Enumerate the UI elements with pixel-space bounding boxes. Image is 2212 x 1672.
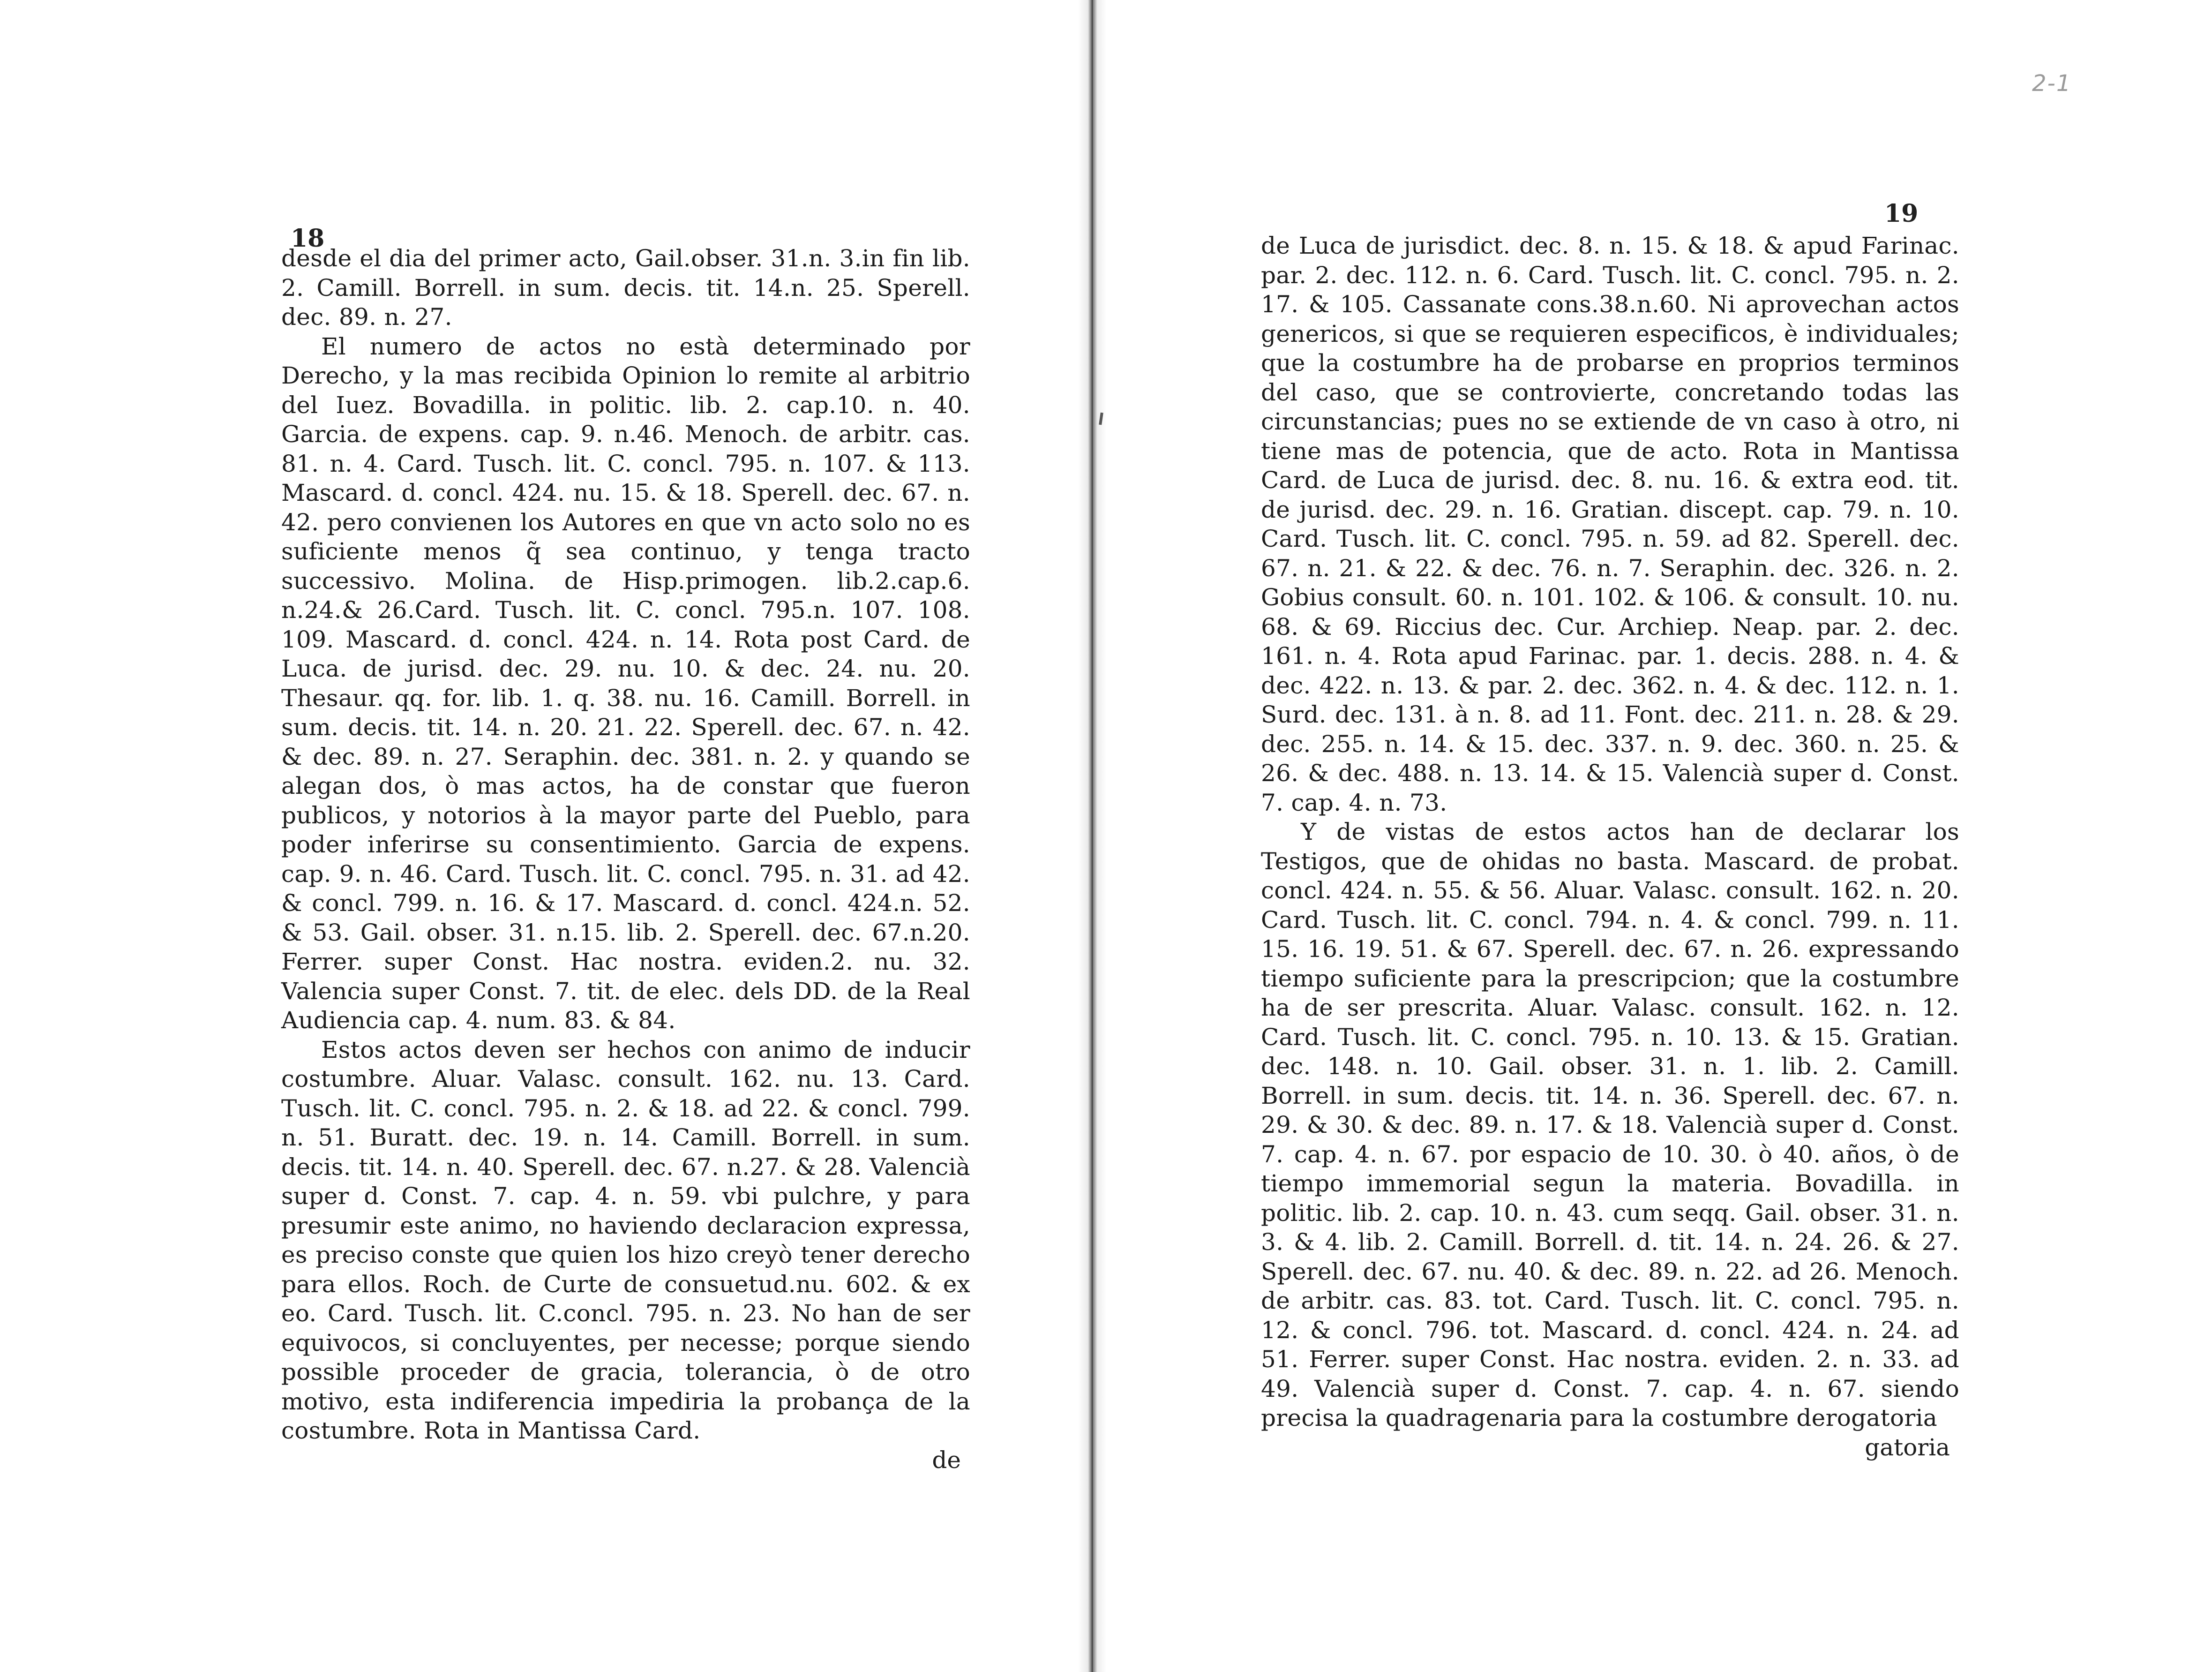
left-paragraph-1: desde el dia del primer acto, Gail.obser. 31.n. 3.in fin lib. 2. Camill. Borrell. in sum. decis. tit. 14.n. 25. Sperell. dec. 89. n. 27. bbox=[281, 245, 970, 331]
right-page-text bbox=[1261, 199, 1959, 1433]
right-paragraph-1: de Luca de jurisdict. dec. 8. n. 15. & 18. & apud Farinac. par. 2. dec. 112. n. 6. Card. Tusch. lit. C. concl. 795. n. 2. 17. & 105. Cassanate cons.38.n.60. Ni aprovechan actos genericos, si que se requieren especificos, è individuales; que la costumbre ha de probarse en proprios terminos del caso, que se controvierte, concretando todas las circunstancias; pues no se extiende de vn caso à otro, ni tiene mas de potencia, que de acto. Rota in Mantissa Card. de Luca de jurisd. dec. 8. nu. 16. & extra eod. tit. de jurisd. dec. 29. n. 16. Gratian. discept. cap. 79. n. 10. Card. Tusch. lit. C. concl. 795. n. 59. ad 82. Sperell. dec. 67. n. 21. & 22. & dec. 76. n. 7. Seraphin. dec. 326. n. 2. Gobius consult. 60. n. 101. 102. & 106. & consult. 10. nu. 68. & 69. Riccius dec. Cur. Archiep. Neap. par. 2. dec. 161. n. 4. Rota apud Farinac. par. 1. decis. 288. n. 4. & dec. 422. n. 13. & par. 2. dec. 362. n. 4. & dec. 112. n. 1. Surd. dec. 131. à n. 8. ad 11. Font. dec. 211. n. 28. & 29. dec. 255. n. 14. & 15. dec. 337. n. 9. dec. 360. n. 25. & 26. & dec. 488. n. 13. 14. & 15. Valencià super d. Const. 7. cap. 4. n. 73. bbox=[1261, 232, 1959, 816]
left-paragraph-2: El numero de actos no està determinado por Derecho, y la mas recibida Opinion lo remite al arbitrio del Iuez. Bovadilla. in politic. lib. 2. cap.10. n. 40. Garcia. de expens. cap. 9. n.46. Menoch. de arbitr. cas. 81. n. 4. Card. Tusch. lit. C. concl. 795. n. 107. & 113. Mascard. d. concl. 424. nu. 15. & 18. Sperell. dec. 67. n. 42. pero convienen los Autores en que vn acto solo no es suficiente menos q̃ sea continuo, y tenga tracto successivo. Molina. de Hisp.primogen. lib.2.cap.6. n.24.& 26.Card. Tusch. lit. C. concl. 795.n. 107. 108. 109. Mascard. d. concl. 424. n. 14. Rota post Card. de Luca. de jurisd. dec. 29. nu. 10. & dec. 24. nu. 20. Thesaur. qq. for. lib. 1. q. 38. nu. 16. Camill. Borrell. in sum. decis. tit. 14. n. 20. 21. 22. Sperell. dec. 67. n. 42. & dec. 89. n. 27. Seraphin. dec. 381. n. 2. y quando se alegan dos, ò mas actos, ha de constar que fueron publicos, y notorios à la mayor parte del Pueblo, para poder inferirse su consentimiento. Garcia de expens. cap. 9. n. 46. Card. Tusch. lit. C. concl. 795. n. 31. ad 42. & concl. 799. n. 16. & 17. Mascard. d. concl. 424.n. 52. & 53. Gail. obser. 31. n.15. lib. 2. Sperell. dec. 67.n.20. Ferrer. super Const. Hac nostra. eviden.2. nu. 32. Valencia super Const. 7. tit. de elec. dels DD. de la Real Audiencia cap. 4. num. 83. & 84. bbox=[281, 332, 970, 1034]
left-page-number: 18 bbox=[291, 224, 325, 253]
left-paragraph-3: Estos actos deven ser hechos con animo de inducir costumbre. Aluar. Valasc. consult. 162. nu. 13. Card. Tusch. lit. C. concl. 795. n. 2. & 18. ad 22. & concl. 799. n. 51. Buratt. dec. 19. n. 14. Camill. Borrell. in sum. decis. tit. 14. n. 40. Sperell. dec. 67. n.27. & 28. Valencià super d. Const. 7. cap. 4. n. 59. vbi pulchre, y para presumir este animo, no haviendo declaracion expressa, es preciso conste que quien los hizo creyò tener derecho para ellos. Roch. de Curte de consuetud.nu. 602. & ex eo. Card. Tusch. lit. C.concl. 795. n. 23. No han de ser equivocos, si concluyentes, per necesse; porque siendo possible proceder de gracia, tolerancia, ò de otro motivo, esta indiferencia impediria la probança de la costumbre. Rota in Mantissa Card. bbox=[281, 1036, 970, 1444]
book-gutter bbox=[1078, 0, 1106, 1672]
right-page bbox=[1261, 199, 1959, 1462]
left-page-text bbox=[281, 220, 970, 1446]
left-catchword: de bbox=[932, 1446, 961, 1474]
right-paragraph-2: Y de vistas de estos actos han de declarar los Testigos, que de ohidas no basta. Mascard. de probat. concl. 424. n. 55. & 56. Aluar. Valasc. consult. 162. n. 20. Card. Tusch. lit. C. concl. 794. n. 4. & concl. 799. n. 11. 15. 16. 19. 51. & 67. Sperell. dec. 67. n. 26. expressando tiempo suficiente para la prescripcion; que la costumbre ha de ser prescrita. Aluar. Valasc. consult. 162. n. 12. Card. Tusch. lit. C. concl. 795. n. 10. 13. & 15. Gratian. dec. 148. n. 10. Gail. obser. 31. n. 1. lib. 2. Camill. Borrell. in sum. decis. tit. 14. n. 36. Sperell. dec. 67. n. 29. & 30. & dec. 89. n. 17. & 18. Valencià super d. Const. 7. cap. 4. n. 67. por espacio de 10. 30. ò 40. años, ò de tiempo immemorial segun la materia. Bovadilla. in politic. lib. 2. cap. 10. n. 43. cum seqq. Gail. obser. 31. n. 3. & 4. lib. 2. Camill. Borrell. d. tit. 14. n. 24. 26. & 27. Sperell. dec. 67. nu. 40. & dec. 89. n. 22. ad 26. Menoch. de arbitr. cas. 83. tot. Card. Tusch. lit. C. concl. 795. n. 12. & concl. 796. tot. Mascard. d. concl. 424. n. 24. ad 51. Ferrer. super Const. Hac nostra. eviden. 2. n. 33. ad 49. Valencià super d. Const. 7. cap. 4. n. 67. siendo precisa la quadragenaria para la costumbre derogatoria bbox=[1261, 818, 1959, 1431]
left-page bbox=[281, 220, 970, 1475]
corner-annotation: 2-1 bbox=[2032, 70, 2072, 97]
right-page-number: 19 bbox=[1884, 199, 1919, 228]
right-catchword: gatoria bbox=[1865, 1433, 1950, 1461]
